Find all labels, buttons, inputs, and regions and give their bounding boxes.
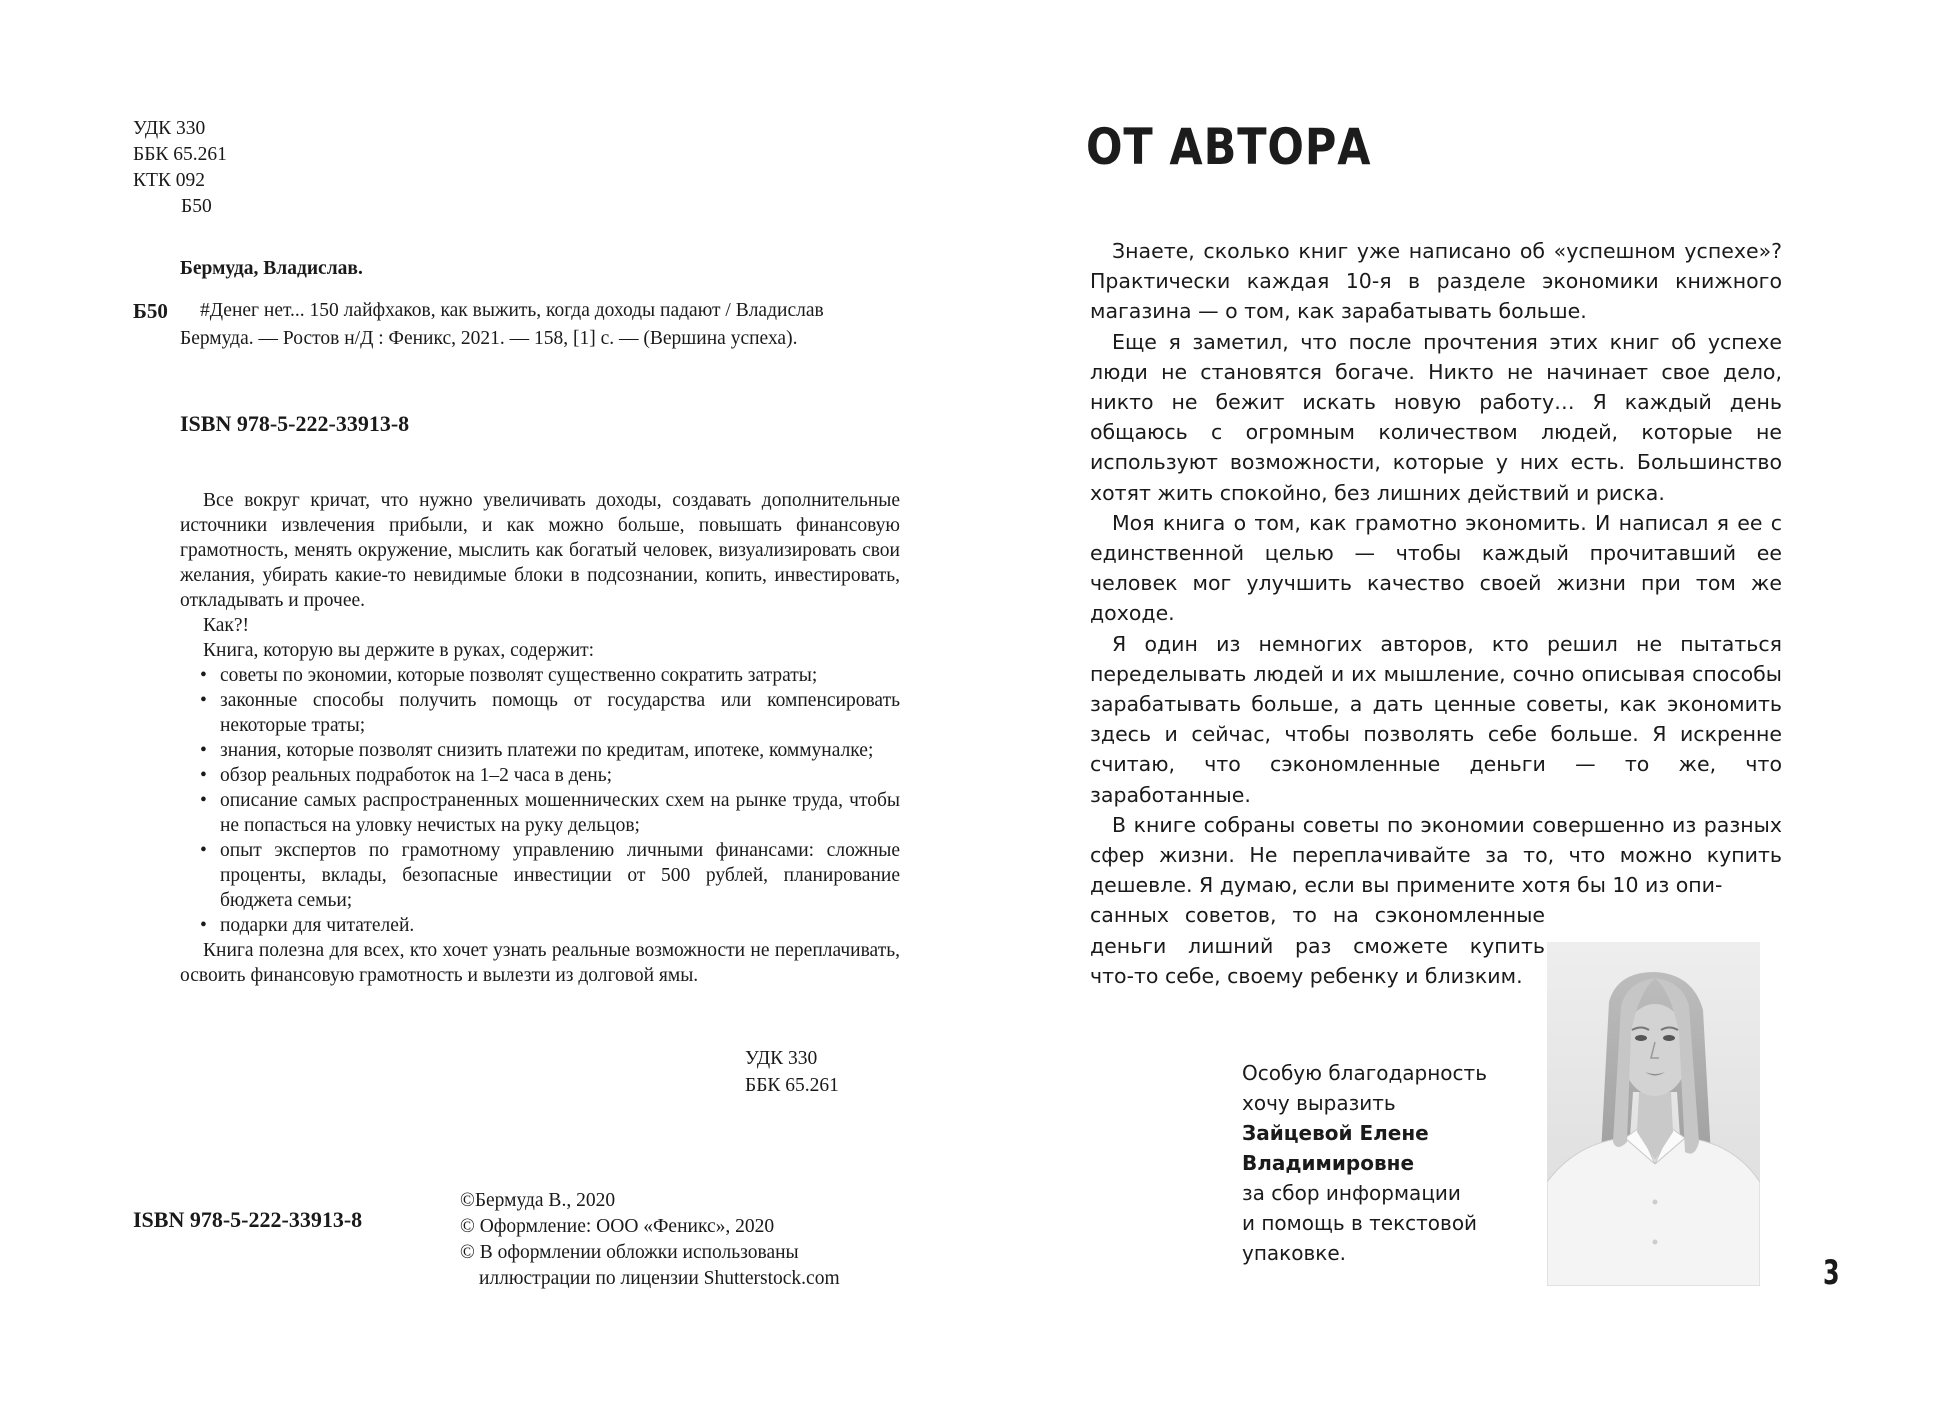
- ktk-code: КТК 092: [133, 170, 206, 191]
- isbn-bottom: ISBN 978-5-222-33913-8: [133, 1207, 363, 1232]
- thanks-line: за сбор информации: [1242, 1181, 1461, 1205]
- annotation-question: Как?!: [203, 615, 250, 636]
- bbk-code: ББК 65.261: [133, 144, 227, 165]
- list-item: • советы по экономии, которые позволят существенно сократить затраты;: [200, 663, 900, 688]
- biblio-line-1: #Денег нет... 150 лайфхаков, как выжить, когда доходы падают / Владислав: [200, 300, 824, 321]
- paragraph: В книге собраны советы по экономии совершенно из разных сфер жизни. Не переплачивайте за то, что можно купить дешевле. Я думаю, если вы примените хотя бы 10 из опи-: [1090, 812, 1782, 898]
- annotation-list: [180, 663, 900, 938]
- wrapped-line: деньги лишний раз сможете купить: [1090, 933, 1545, 958]
- author-photo: [1547, 942, 1760, 1286]
- copyright-author: ©Бермуда В., 2020: [460, 1190, 616, 1211]
- paragraph: Я один из немногих авторов, кто решил не пытаться переделывать людей и их мышление, сочно описывая способы зарабатывать больше, а дать ценные советы, как экономить здесь и сейчас, чтобы позволять себе больше. Я искренне считаю, что сэкономленные деньги — то же, что заработанные.: [1090, 631, 1782, 807]
- list-item: • знания, которые позволят снизить платежи по кредитам, ипотеке, коммуналке;: [200, 738, 900, 763]
- list-item: • законные способы получить помощь от государства или компенсировать некоторые траты;: [200, 688, 900, 738]
- wrapped-line: санных советов, то на сэкономленные: [1090, 903, 1545, 928]
- bbk-code-bottom: ББК 65.261: [745, 1075, 839, 1096]
- thanks-line: хочу выразить: [1242, 1091, 1396, 1115]
- udk-code-bottom: УДК 330: [745, 1048, 818, 1069]
- thanks-name: Зайцевой Елене: [1242, 1121, 1429, 1145]
- author-foreword: [1090, 236, 1782, 991]
- classification-codes-bottom: [745, 1045, 839, 1099]
- annotation: [180, 488, 900, 988]
- thanks-line: упаковке.: [1242, 1241, 1347, 1265]
- annotation-list-lead: Книга, которую вы держите в руках, содержит:: [203, 640, 595, 661]
- isbn-top: ISBN 978-5-222-33913-8: [180, 411, 410, 436]
- udk-code: УДК 330: [133, 118, 206, 139]
- author-heading: Бермуда, Владислав.: [180, 258, 363, 279]
- portrait-image-icon: [1547, 942, 1760, 1286]
- acknowledgement: [1242, 1058, 1487, 1268]
- biblio-line-2: Бермуда. — Ростов н/Д : Феникс, 2021. — 158, [1] с. — (Вершина успеха).: [180, 328, 798, 349]
- copyright-block: [460, 1188, 840, 1292]
- author-mark: Б50: [181, 196, 212, 217]
- biblio-code: Б50: [133, 299, 168, 323]
- paragraph: Моя книга о том, как грамотно экономить. И написал я ее с единственной целью — чтобы каждый прочитавший ее человек мог улучшить качество своей жизни при том же доходе.: [1090, 510, 1782, 626]
- copyright-cover-cont: иллюстрации по лицензии Shutterstock.com: [479, 1268, 840, 1289]
- list-item: • подарки для читателей.: [200, 913, 900, 938]
- page-title: ОТ АВТОРА: [1086, 118, 1372, 176]
- thanks-line: Особую благодарность: [1242, 1061, 1487, 1085]
- list-item: • обзор реальных подработок на 1–2 часа в день;: [200, 763, 900, 788]
- paragraph: Еще я заметил, что после прочтения этих книг об успехе люди не становятся богаче. Никто не начинает свое дело, никто не бежит искать новую работу… Я каждый день общаюсь с огромным количеством людей, которые не используют возможности, которые у них есть. Большинство хотят жить спокойно, без лишних действий и риска.: [1090, 329, 1782, 505]
- copyright-design: © Оформление: ООО «Феникс», 2020: [460, 1216, 775, 1237]
- copyright-cover: © В оформлении обложки использованы: [460, 1242, 799, 1263]
- paragraph: Знаете, сколько книг уже написано об «успешном успехе»? Практически каждая 10-я в разделе экономики книжного магазина — о том, как зарабатывать больше.: [1090, 239, 1782, 324]
- list-item: • опыт экспертов по грамотному управлению личными финансами: сложные проценты, вклады, безопасные инвестиции от 500 рублей, планирование бюджета семьи;: [200, 838, 900, 913]
- wrapped-line: что-то себе, своему ребенку и близким.: [1090, 963, 1523, 988]
- page-number: 3: [1823, 1253, 1840, 1293]
- annotation-intro: Все вокруг кричат, что нужно увеличивать доходы, создавать дополнительные источники извлечения прибыли, и как можно больше, повышать финансовую грамотность, менять окружение, мыслить как богатый человек, визуализировать свои желания, убирать какие-то невидимые блоки в подсознании, копить, инвестировать, откладывать и прочее.: [180, 490, 900, 611]
- thanks-name: Владимировне: [1242, 1151, 1415, 1175]
- classification-codes: [133, 116, 227, 220]
- list-item: • описание самых распространенных мошеннических схем на рынке труда, чтобы не попасться на уловку нечистых на руку дельцов;: [200, 788, 900, 838]
- thanks-line: и помощь в текстовой: [1242, 1211, 1478, 1235]
- bibliographic-record: [133, 297, 903, 353]
- annotation-closing: Книга полезна для всех, кто хочет узнать реальные возможности не переплачивать, освоить финансовую грамотность и вылезти из долговой ямы.: [180, 940, 900, 986]
